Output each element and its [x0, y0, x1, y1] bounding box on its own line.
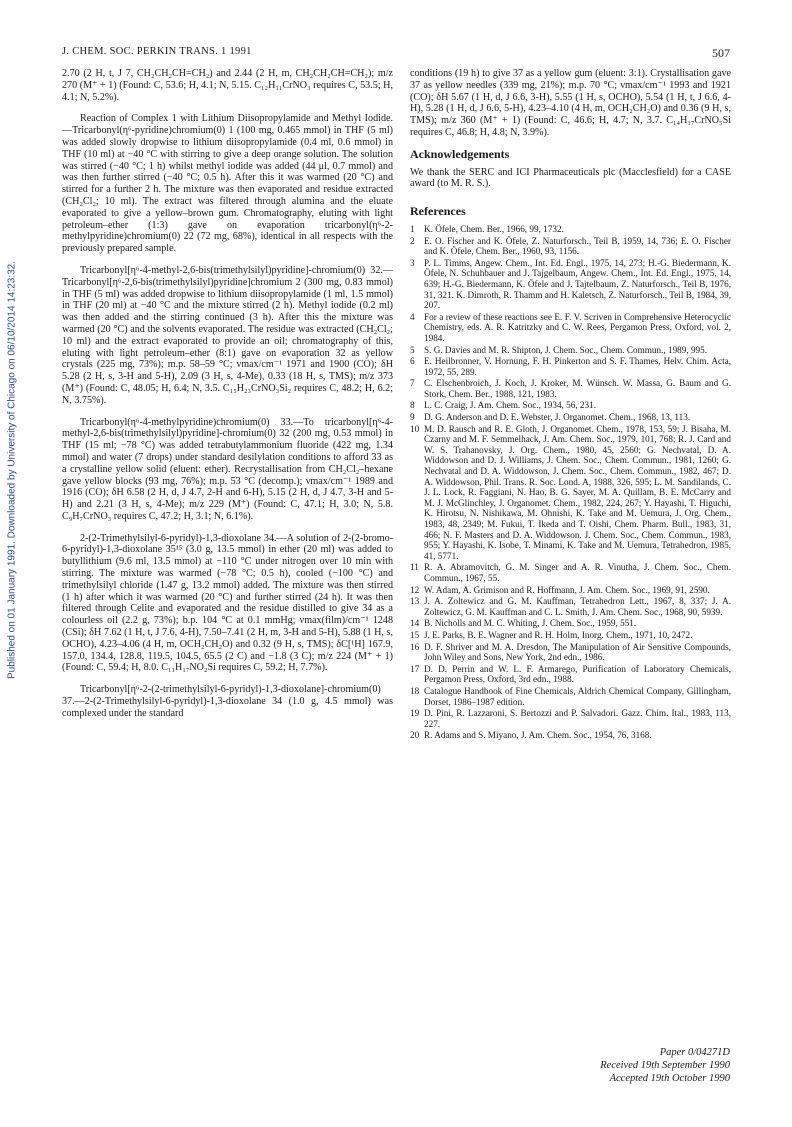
reference-item — [410, 258, 731, 311]
reference-item — [410, 642, 731, 663]
reference-item — [410, 596, 731, 617]
reference-item — [410, 562, 731, 583]
reference-item — [410, 630, 731, 641]
reference-number: 2 — [410, 235, 415, 246]
reference-item — [410, 356, 731, 377]
reference-text: M. D. Rausch and R. E. Gloth, J. Organomet. Chem., 1978, 153, 59; J. Bisaha, M. Czarny and M. F. Semmelhack, J. Am. Chem. Soc., 1979, 101, 768; R. J. Card and W. S. Trahanovsky, J. Org. Chem., 1980, 45, 2560; G. Nechvatal, D. A. Widdowson and D. J. Williams, J. Chem. Soc., Chem. Commun., 1981, 1260; G. Nechvatal and D. A. Widdowson, J. Chem. Soc., Chem. Commun., 1982, 467; D. A. Widdowson, Phil. Trans. R. Soc. Lond. A, 1988, 326, 595; L. M. Sandilands, C. J. L. Lock, R. Faggiani, N. Hao, B. G. Sayer, M. A. Quillam, B. E. McCarry and M. J. McGlinchley, J. Organomet. Chem., 1982, 224, 267; Y. Hayashi, T. Higuchi, K. Hirotsu, N. Nishikawa, M. Ohnishi, K. Take and M. Uemura, J. Org. Chem., 1983, 48, 2349; M. Fukui, T. Ikeda and T. Oishi, Chem. Pharm. Bull., 1983, 31, 466; N. F. Masters and D. A. Widdowson. J. Chem. Soc., Chem. Commun., 1983, 955; Y. Hayashi, K. Isobe, T. Minami, K. Take and M. Uemura, Tetrahedron, 1985, 41, 5771. — [424, 423, 731, 561]
paragraph: Tricarbonyl[η⁶-2-(2-trimethylsilyl-6-pyridyl)-1,3-dioxolane]-chromium(0) 37.—2-(2-Trimethylsilyl-6-pyridyl)-1,3-dioxolane 34 (1.0 g, 4.5 mmol) was complexed under the standard — [62, 684, 393, 719]
paragraph: 2-(2-Trimethylsilyl-6-pyridyl)-1,3-dioxolane 34.—A solution of 2-(2-bromo-6-pyridyl)-1,3-dioxolane 35¹⁵ (3.0 g, 13.5 mmol) in ether (20 ml) was added to butyllithium (9.6 ml, 13.5 mmol) at −110 °C under nitrogen over 10 min with stirring. The mixture was warmed (−78 °C; 0.5 h), cooled (−100 °C) and trimethylsilyl chloride (1.47 g, 13.2 mmol) added. The mixture was then stirred (1 h) after which it was warmed (20 °C) and further stirred (24 h). It was then filtered through Celite and evaporated and the residue distilled to give 34 as a colourless oil (2.2 g, 73%); b.p. 104 °C at 0.1 mmHg; νmax(film)/cm⁻¹ 1248 (CSi); δH 7.62 (1 H, t, J 7.6, 4-H), 7.50–7.41 (2 H, m, 3-H and 5-H), 5.88 (1 H, s, OCHO), 4.23–4.06 (4 H, m, OCH₂CH₂O) and 0.32 (9 H, s, TMS); δC[¹H] 167.9, 157.0, 134.4, 128.8, 119.5, 104.5, 65.5 (2 C) and −1.8 (3 C); m/z 224 (M⁺ + 1) (Found: C, 59.4; H, 8.0. C₁₁H₁₇NO₂Si requires C, 59.2; H, 7.7%). — [62, 532, 393, 674]
journal-running-head: J. CHEM. SOC. PERKIN TRANS. 1 1991 — [62, 46, 252, 57]
reference-number: 13 — [410, 596, 420, 607]
reference-item — [410, 236, 731, 257]
reference-number: 11 — [410, 562, 419, 573]
paragraph: 2.70 (2 H, t, J 7, CH₂CH₂CH=CH₂) and 2.44 (2 H, m, CH₂CH₂CH=CH₂); m/z 270 (M⁺ + 1) (Found: C, 53.6; H, 4.1; N, 5.15. C₁₂H₁₁CrNO₃ requires C, 53.5; H, 4.1; N, 5.2%). — [62, 68, 393, 103]
reference-number: 6 — [410, 356, 415, 367]
reference-item — [410, 708, 731, 729]
left-column — [62, 68, 393, 730]
paragraph: conditions (19 h) to give 37 as a yellow gum (eluent: 3:1). Crystallisation gave 37 as yellow needles (339 mg, 21%); m.p. 70 °C; νmax/cm⁻¹ 1993 and 1921 (CO); δH 5.67 (1 H, d, J 6.6, 3-H), 5.55 (1 H, s, OCHO), 5.54 (1 H, t, J 6.6, 4-H), 5.28 (1 H, d, J 6.6, 5-H), 4.23–4.10 (4 H, m, OCH₂CH₂O) and 0.36 (9 H, s, TMS); m/z 360 (M⁺ + 1) (Found: C, 46.6; H, 4.7; N, 3.7. C₁₄H₁₇CrNO₅Si requires C, 46.8; H, 4.8; N, 3.9%). — [410, 68, 731, 138]
reference-number: 8 — [410, 400, 415, 411]
reference-item — [410, 312, 731, 344]
reference-item — [410, 400, 731, 411]
reference-text: C. Elschenbroich, J. Koch, J. Kroker, M. Wünsch. W. Massa, G. Baum and G. Stork, Chem. Ber., 1988, 121, 1983. — [424, 378, 731, 399]
reference-item — [410, 424, 731, 562]
reference-number: 4 — [410, 311, 415, 322]
reference-item — [410, 686, 731, 707]
reference-item — [410, 224, 731, 235]
acknowledgements-heading: Acknowledgements — [410, 146, 510, 161]
reference-text: K. Öfele, Chem. Ber., 1966, 99, 1732. — [424, 223, 564, 234]
acknowledgements-text: We thank the SERC and ICI Pharmaceuticals plc (Macclesfield) for a CASE award (to M. R. S.). — [410, 166, 731, 190]
received-date: Received 19th September 1990 — [600, 1060, 730, 1071]
paper-info — [600, 1046, 730, 1085]
reference-number: 12 — [410, 584, 420, 595]
reference-text: E. Heilbronner, V. Hornung, F. H. Pinkerton and S. F. Thames, Helv. Chim. Acta, 1972, 55, 289. — [424, 356, 731, 377]
right-column — [410, 68, 731, 742]
reference-text: W. Adam, A. Grimison and R. Hoffmann, J. Am. Chem. Soc., 1969, 91, 2590. — [424, 584, 710, 595]
reference-number: 7 — [410, 378, 415, 389]
reference-number: 5 — [410, 344, 415, 355]
page-header — [62, 46, 730, 62]
reference-number: 19 — [410, 708, 420, 719]
reference-text: R. A. Abramovitch, G. M. Singer and A. R. Vinutha, J. Chem. Soc., Chem. Commun., 1967, 55. — [424, 562, 731, 583]
download-watermark-text: Published on 01 January 1991. Downloaded by University of Chicago on 06/10/2014 14:23:32. — [6, 260, 18, 680]
download-watermark — [6, 190, 18, 750]
reference-list — [410, 224, 731, 741]
reference-text: S. G. Davies and M. R. Shipton, J. Chem. Soc., Chem. Commun., 1989, 995. — [424, 344, 708, 355]
reference-number: 20 — [410, 730, 420, 741]
reference-text: R. Adams and S. Miyano, J. Am. Chem. Soc., 1954, 76, 3168. — [424, 730, 652, 741]
reference-item — [410, 378, 731, 399]
reference-text: B. Nicholls and M. C. Whiting, J. Chem. Soc., 1959, 551. — [424, 618, 637, 629]
reference-text: L. C. Craig, J. Am. Chem. Soc., 1934, 56, 231. — [424, 400, 597, 411]
reference-text: P. L. Timms, Angew. Chem., Int. Ed. Engl., 1975, 14, 273; H.-G. Biedermann, K. Öfele, N. Schuhbauer and J. Tajgelbaum, Angew. Chem., Int. Ed. Engl., 1975, 14, 639; H.-G. Biedermann, K. Öfele and J. Tajtelbaum, Z. Naturforsch., Teil B, 1976, 31, 321. K. Dimroth, R. Thamm and H. Kaletsch, Z. Naturforsch., Teil B, 1984, 39, 207. — [424, 257, 731, 311]
reference-number: 16 — [410, 641, 420, 652]
references-section — [410, 206, 731, 741]
paper-number: Paper 0/04271D — [659, 1047, 730, 1058]
reference-number: 10 — [410, 423, 420, 434]
reference-item — [410, 618, 731, 629]
reference-text: J. E. Parks, B. E. Wagner and R. H. Holm, Inorg. Chem., 1971, 10, 2472. — [424, 629, 693, 640]
reference-text: D. Pini, R. Lazzaroni, S. Bertozzi and P. Salvadori. Gazz. Chim. Ital., 1983, 113, 227. — [424, 708, 731, 729]
paragraph: Tricarbonyl(η⁶-4-methylpyridine)chromium(0) 33.—To tricarbonyl[η⁶-4-methyl-2,6-bis(trimethylsilyl)pyridine]-chromium(0) 32 (200 mg, 0.53 mmol) in THF (15 ml; −78 °C) was added tetrabutylammonium fluoride (422 mg, 1.34 mmol) and water (7 drops) under standard desilylation conditions to afford 33 as a crystalline yellow solid (eluent: ether). Recrystallisation from CH₂Cl₂–hexane gave yellow blocks (93 mg, 76%); m.p. 53 °C (decomp.); νmax/cm⁻¹ 1989 and 1916 (CO); δH 6.58 (2 H, d, J 4.7, 2-H and 6-H), 5.15 (2 H, d, J 4.7, 3-H and 5-H) and 2.21 (3 H, s, 4-Me); m/z 229 (M⁺) (Found: C, 47.1; H, 3.0; N, 5.8. C₉H₇CrNO₃ requires C, 47.2; H, 3.1; N, 6.1%). — [62, 416, 393, 522]
paragraph: Tricarbonyl[η⁶-4-methyl-2,6-bis(trimethylsilyl)pyridine]-chromium(0) 32.—Tricarbonyl[η⁶-2,6-bis(trimethylsilyl)pyridine]chromium 2 (300 mg, 0.83 mmol) in THF (5 ml) was added dropwise to lithium diisopropylamide (1 ml, 1.5 mmol) in THF (20 ml) at −40 °C and the mixture stirred (2 h). Methyl iodide (0.2 ml) was then added and the stirring continued (3 h). After this the mixture was warmed (20 °C) and the solvents evaporated. The residue was extracted (CH₂Cl₂; 10 ml) and the extract evaporated to provide an oil; chromatography of this, eluting with light petroleum–ether (8:1) gave on evaporation 32 as yellow crystals (225 mg, 73%); m.p. 58–59 °C; νmax/cm⁻¹ 1971 and 1900 (CO); δH 5.28 (2 H, s, 3-H and 5-H), 2.09 (3 H, s, 4-Me), 0.33 (18 H, s, TMS); m/z 373 (M⁺) (Found: C, 48.05; H, 6.4; N, 3.5. C₁₅H₂₃CrNO₃Si₂ requires C, 48.2; H, 6.2; N, 3.75%). — [62, 264, 393, 406]
reference-text: For a review of these reactions see E. F. V. Scriven in Comprehensive Heterocyclic Chemistry, eds. A. R. Katritzky and C. W. Rees, Pergamon Press, Oxford, vol. 2, 1984. — [424, 311, 731, 343]
acknowledgements-section — [410, 146, 731, 190]
references-heading: References — [410, 204, 466, 219]
reference-number: 18 — [410, 685, 420, 696]
reference-text: D. G. Anderson and D. E. Webster, J. Organomet. Chem., 1968, 13, 113. — [424, 412, 691, 423]
reference-number: 15 — [410, 629, 420, 640]
reference-number: 14 — [410, 618, 420, 629]
reference-text: E. O. Fischer and K. Öfele, Z. Naturforsch., Teil B, 1959, 14, 736; E. O. Fischer and K. Öfele, Chem. Ber., 1960, 93, 1156. — [424, 235, 731, 257]
reference-number: 1 — [410, 223, 415, 234]
reference-text: D. F. Shriver and M. A. Dresdon, The Manipulation of Air Sensitive Compounds, John Wiley and Sons, New York, 2nd edn., 1986. — [424, 641, 731, 663]
reference-number: 3 — [410, 257, 415, 268]
reference-item — [410, 412, 731, 423]
page-number: 507 — [712, 46, 730, 60]
reference-text: J. A. Zoltewicz and G. M. Kauffman, Tetrahedron Lett., 1967, 8, 337; J. A. Zoltewicz, G. M. Kauffman and C. L. Smith, J. Am. Chem. Soc., 1968, 90, 5939. — [424, 596, 731, 617]
reference-text: Catalogue Handbook of Fine Chemicals, Aldrich Chemical Company, Gillingham, Dorset, 1986–1987 edition. — [424, 685, 731, 707]
reference-item — [410, 345, 731, 356]
reference-number: 17 — [410, 663, 420, 674]
reference-text: D. D. Perrin and W. L. F. Armarego, Purification of Laboratory Chemicals, Pergamon Press, Oxford, 3rd edn., 1988. — [424, 663, 731, 685]
reference-item — [410, 664, 731, 685]
accepted-date: Accepted 19th October 1990 — [609, 1073, 730, 1084]
paragraph: Reaction of Complex 1 with Lithium Diisopropylamide and Methyl Iodide.—Tricarbonyl(η⁶-pyridine)chromium(0) 1 (100 mg, 0.465 mmol) in THF (5 ml) was added slowly dropwise to lithium diisopropylamide (0.4 ml, 0.6 mmol) in THF (10 ml) at −40 °C with stirring to give a deep orange solution. The solution was stirred (−40 °C; 1 h) whilst methyl iodide was added (44 μl, 0.7 mmol) and was then further stirred (−40 °C; 0.5 h). After this it was warmed (20 °C) and stirred for a further 2 h. The mixture was then evaporated and residue extracted (CH₂Cl₂; 10 ml). The extract was filtered through alumina and the eluate evaporated to give a yellow–brown gum. Chromatography, eluting with light petroleum–ether (1:3) gave on evaporation tricarbonyl(η⁶-2-methylpyridine)chromium(0) 22 (72 mg, 68%), identical in all respects with the previously prepared sample. — [62, 113, 393, 255]
reference-item — [410, 730, 731, 741]
reference-number: 9 — [410, 412, 415, 423]
reference-item — [410, 585, 731, 596]
